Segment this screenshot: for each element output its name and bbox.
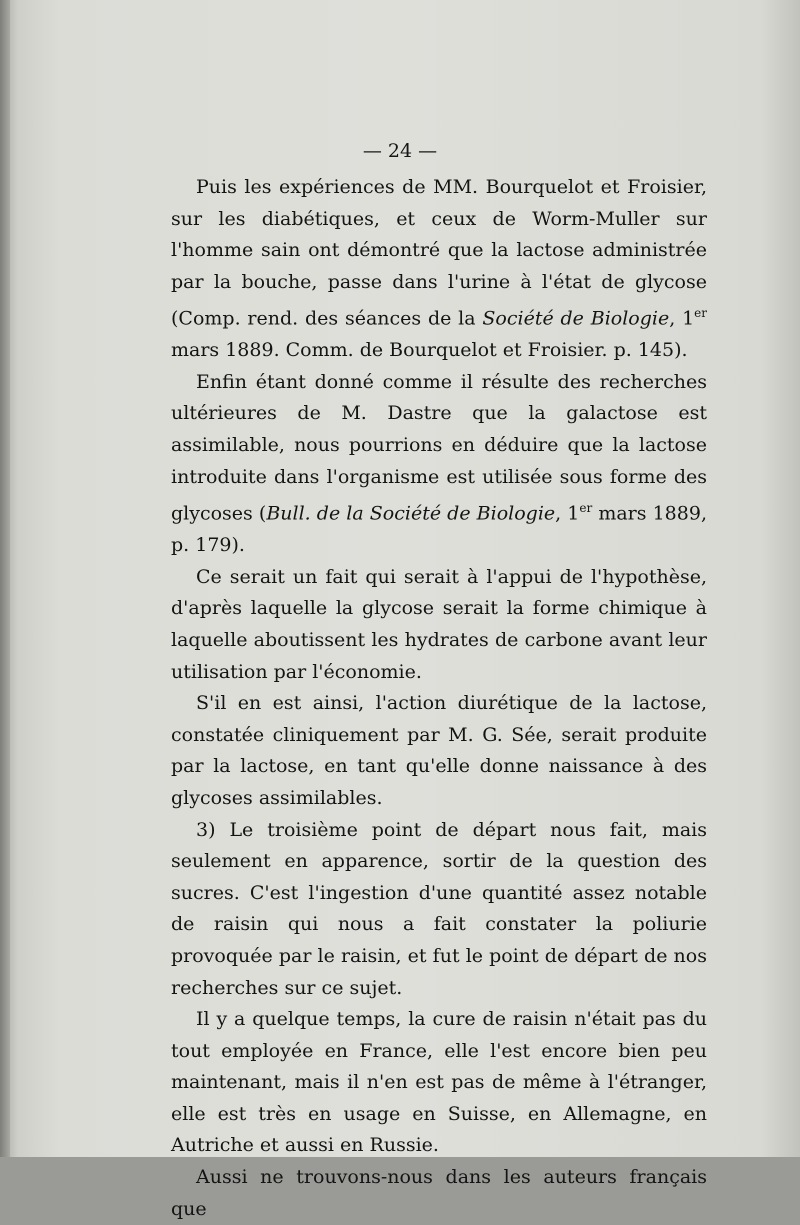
- text-segment: Ce serait un fait qui serait à l'appui de l'hypothèse, d'après laquelle la glycose serait la forme chimique à laquelle aboutissent les hydrates de carbone avant leur utilisation par l'économie.: [171, 565, 707, 683]
- text-segment: Aussi ne trouvons-nous dans les auteurs français que: [171, 1166, 707, 1220]
- paragraph: [171, 815, 707, 1005]
- text-segment: Puis les expériences de MM. Bourquelot et Froisier, sur les diabétiques, et ceux de Worm-Muller sur l'homme sain ont démontré que la lactose administrée par la bouche, passe dans l'urine à l'état de glycose (Comp. rend. des séances de la: [171, 176, 707, 330]
- text-segment: S'il en est ainsi, l'action diurétique de la lactose, constatée cliniquement par M. G. Sée, serait produite par la lactose, en tant qu'elle donne naissance à des glycoses assimilables.: [171, 692, 707, 809]
- text-segment: Enfin étant donné comme il résulte des recherches ultérieures de M. Dastre que la galactose est assimilable, nous pourrions en déduire que la lactose introduite dans l'organisme est utilisée sous forme des glycoses (: [171, 370, 707, 525]
- paragraph: [171, 688, 707, 814]
- page-fold-shadow: [0, 0, 10, 1157]
- text-segment: 3) Le troisième point de départ nous fait, mais seulement en apparence, sortir de la question des sucres. C'est l'ingestion d'une quantité assez notable de raisin qui nous a fait constater la poliurie provoquée par le raisin, et fut le point de départ de nos recherches sur ce sujet.: [171, 818, 707, 999]
- ordinal-superscript: er: [694, 306, 708, 321]
- page-number: — 24 —: [362, 140, 438, 162]
- italic-citation: Société de Biologie: [482, 307, 670, 330]
- paragraph: [171, 562, 707, 688]
- text-segment: , 1: [555, 502, 580, 525]
- paragraph: [171, 367, 707, 562]
- paragraph: [171, 1004, 707, 1162]
- italic-citation: Bull. de la Société de Biologie: [266, 502, 556, 525]
- text-segment: Il y a quelque temps, la cure de raisin n'était pas du tout employée en France, elle l'est encore bien peu maintenant, mais il n'en est pas de même à l'étranger, elle est très en usage en Suisse, en Allemagne, en Autriche et aussi en Russie.: [171, 1008, 707, 1157]
- paragraph: [171, 1162, 707, 1225]
- ordinal-superscript: er: [579, 501, 593, 516]
- text-segment: mars 1889. Comm. de Bourquelot et Froisier. p. 145).: [171, 339, 688, 362]
- text-segment: , 1: [669, 307, 695, 330]
- text-segment: mars 1889, p. 179).: [171, 502, 707, 557]
- paragraph: [171, 172, 707, 367]
- body-text: [171, 172, 707, 1225]
